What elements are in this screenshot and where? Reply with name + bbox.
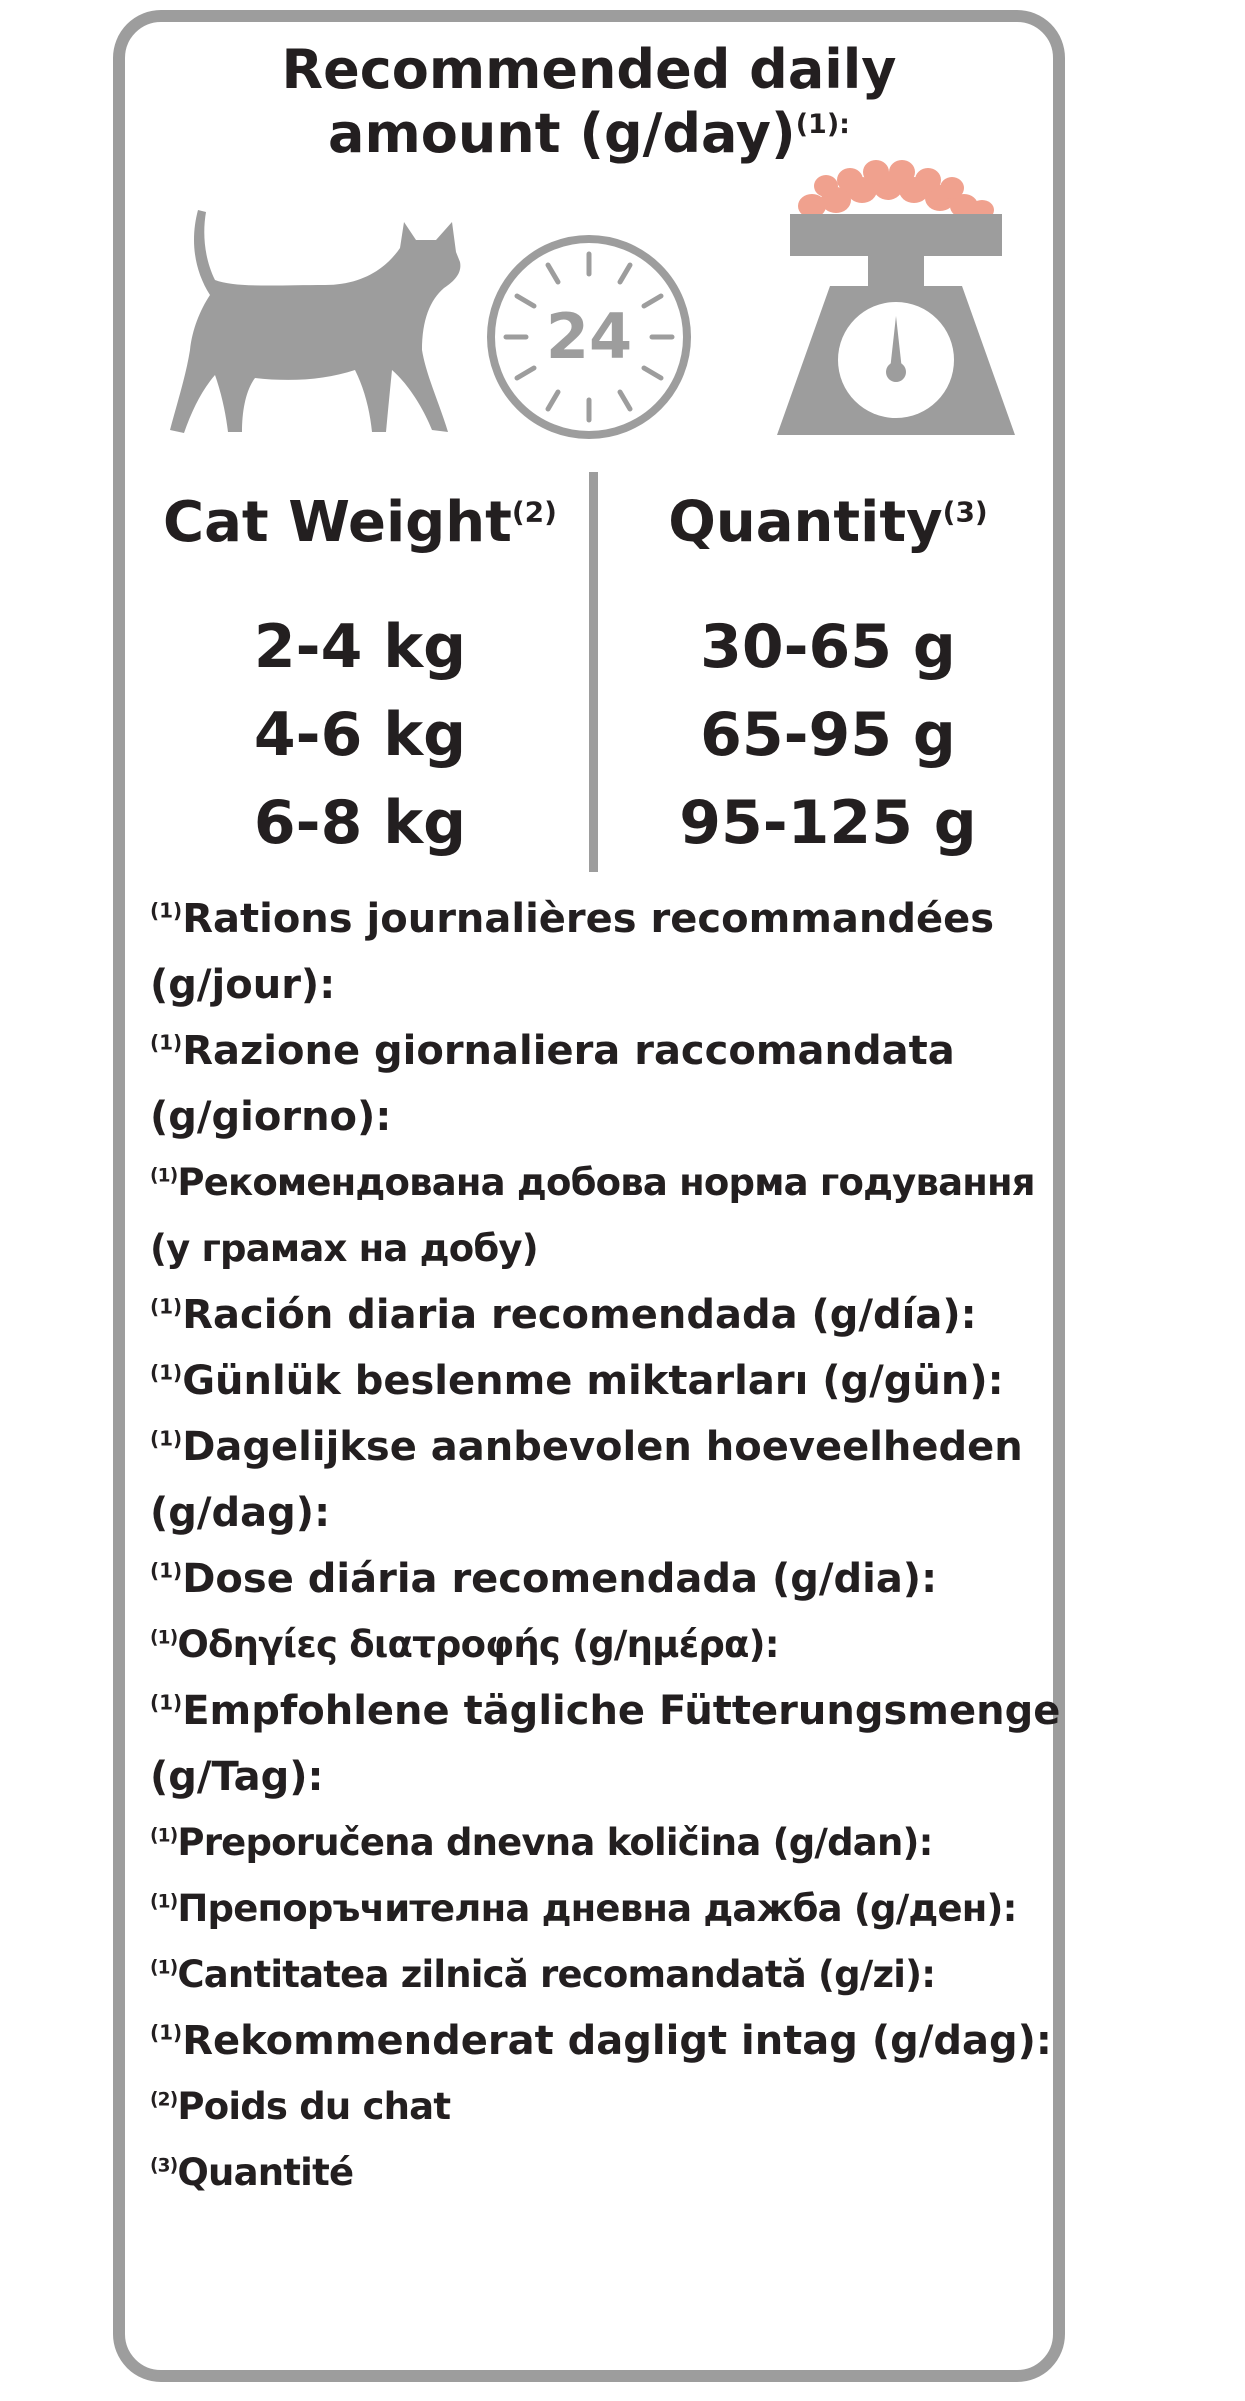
clock-24-icon xyxy=(484,232,694,442)
title-footnote-marker: (1): xyxy=(795,109,850,140)
footnote-uk: $^{(1)}$Рекомендована добова норма годування xyxy=(150,1161,1035,1204)
kibble-pile-icon xyxy=(798,160,994,220)
footnote-de: $^{(1)}$Empfohlene tägliche Fütterungsmenge xyxy=(150,1688,1061,1734)
footnotes-list xyxy=(150,886,1060,2206)
footnote-tr: $^{(1)}$Günlük beslenme miktarları (g/gün): xyxy=(150,1358,1004,1404)
footnote-ro: $^{(1)}$Cantitatea zilnică recomandată (g/zi): xyxy=(150,1953,936,1996)
footnote-es: $^{(1)}$Ración diaria recomendada (g/día): xyxy=(150,1292,977,1338)
quantity-footnote: (3) xyxy=(942,495,988,529)
food-scale-icon xyxy=(770,160,1020,445)
cat-weight-footnote: (2) xyxy=(511,495,557,529)
footnote-bg: $^{(1)}$Препоръчителна дневна дажба (g/ден): xyxy=(150,1887,1017,1930)
footnote-pt: $^{(1)}$Dose diária recomendada (g/dia): xyxy=(150,1556,938,1602)
footnote-it-line2: (g/giorno): xyxy=(150,1094,392,1140)
footnote-nl-line2: (g/dag): xyxy=(150,1490,331,1536)
footnote-sv: $^{(1)}$Rekommenderat dagligt intag (g/dag): xyxy=(150,2018,1052,2064)
quantity-row-3: 95-125 g xyxy=(679,788,977,858)
quantity-row-1: 30-65 g xyxy=(700,612,956,682)
footnote-el: $^{(1)}$Οδηγίες διατροφής (g/ημέρα): xyxy=(150,1623,779,1666)
weight-row-1: 2-4 kg xyxy=(253,612,467,682)
weight-row-3: 6-8 kg xyxy=(253,788,467,858)
page-title xyxy=(113,38,1065,166)
clock-label: 24 xyxy=(545,300,633,373)
cat-silhouette-icon xyxy=(160,200,470,445)
weight-row-2: 4-6 kg xyxy=(253,700,467,770)
footnote-hr: $^{(1)}$Preporučena dnevna količina (g/dan): xyxy=(150,1821,933,1864)
column-divider xyxy=(589,472,598,872)
quantity-header: Quantity$^{(3)}$ xyxy=(668,490,988,555)
footnote-fr: $^{(1)}$Rations journalières recommandées xyxy=(150,896,995,942)
footnote-de-line2: (g/Tag): xyxy=(150,1754,324,1800)
title-line-2: amount $(g/day)^{(1):}$ xyxy=(328,102,850,165)
footnote-it: $^{(1)}$Razione giornaliera raccomandata xyxy=(150,1028,955,1074)
footnote-quantity-fr: $^{(3)}$Quantité xyxy=(150,2151,354,2194)
quantity-row-2: 65-95 g xyxy=(700,700,956,770)
footnote-uk-line2: (у грамах на добу) xyxy=(150,1227,538,1270)
title-line-1: Recommended daily xyxy=(281,38,897,101)
footnote-fr-line2: (g/jour): xyxy=(150,962,336,1008)
cat-weight-header: Cat Weight$^{(2)}$ xyxy=(163,490,557,555)
footnote-nl: $^{(1)}$Dagelijkse aanbevolen hoeveelheden xyxy=(150,1424,1023,1470)
footnote-cat-weight-fr: $^{(2)}$Poids du chat xyxy=(150,2085,451,2128)
